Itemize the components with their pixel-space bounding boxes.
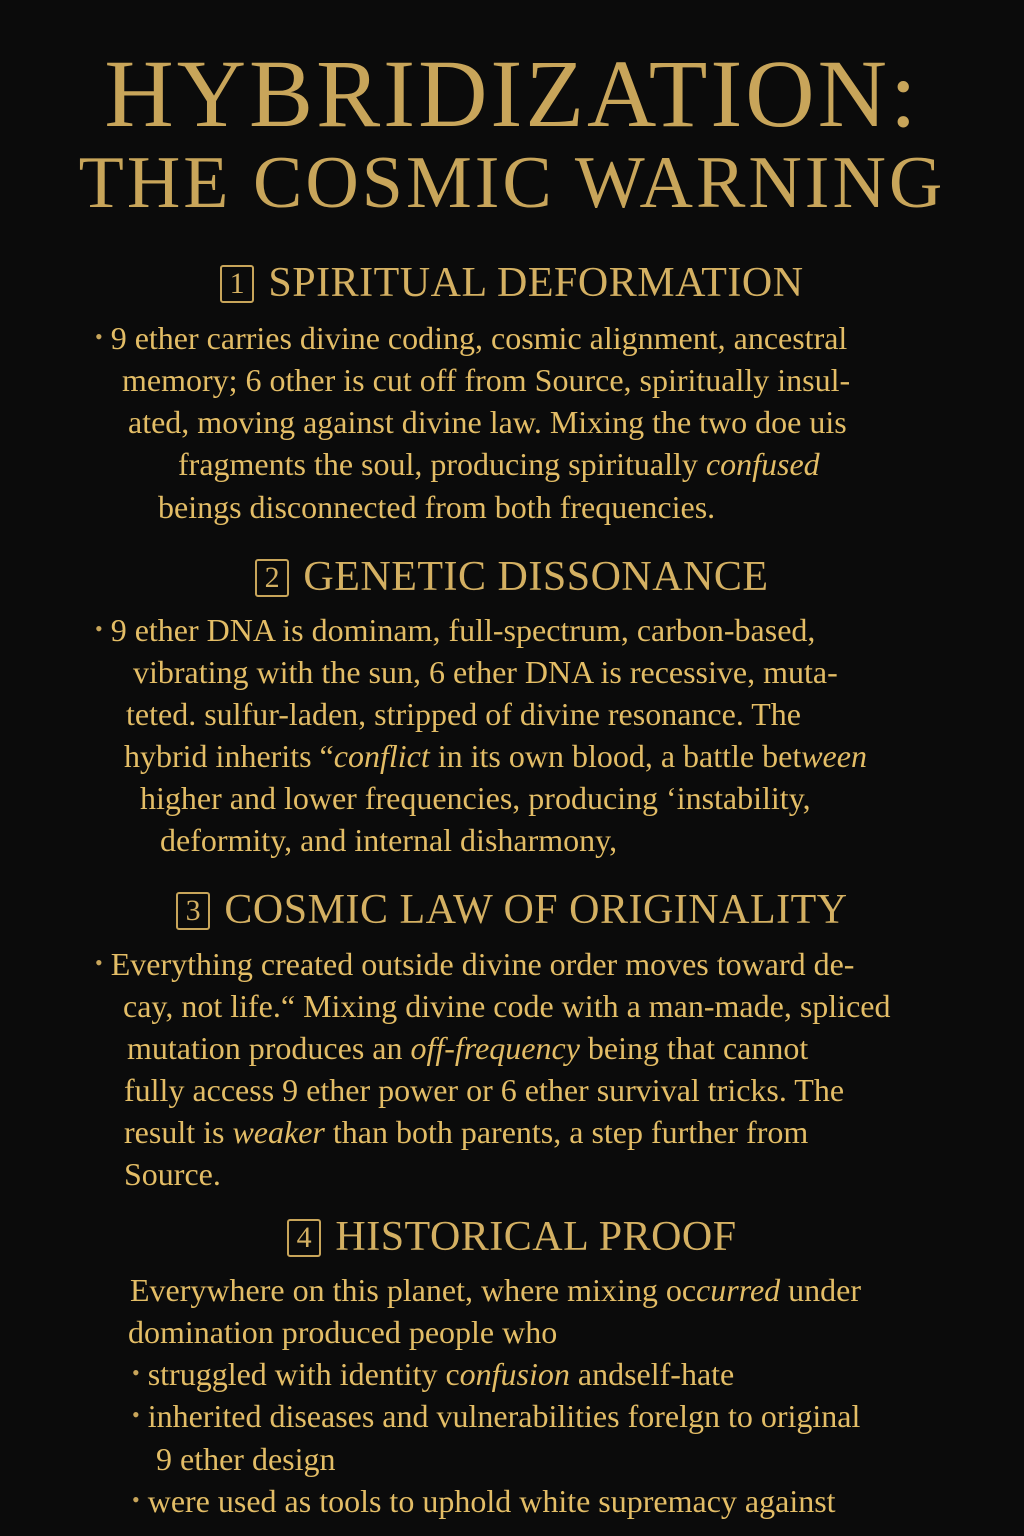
bullet-icon: • <box>132 1487 140 1512</box>
body-text: under <box>780 1272 862 1308</box>
text-line <box>128 1316 557 1348</box>
emphasis-text: confused <box>705 446 820 482</box>
section-heading-text: HISTORICAL PROOF <box>335 1214 737 1260</box>
body-text: inherited diseases and vulnerabilities forelgn to original <box>147 1398 861 1434</box>
emphasis-text: conflict <box>333 738 430 774</box>
body-text: ated, moving against divine law. Mixing the two doe uis <box>128 404 847 440</box>
text-line <box>95 948 854 980</box>
text-line <box>128 406 847 438</box>
text-line <box>130 1274 861 1306</box>
body-text: vibrating with the sun, 6 ether DNA is recessive, muta- <box>133 654 838 690</box>
text-line <box>95 322 847 354</box>
section-number-badge: 4 <box>287 1219 321 1257</box>
section-heading <box>0 556 1024 598</box>
body-text: result is <box>124 1114 233 1150</box>
section-number-badge: 3 <box>176 892 210 930</box>
body-text: in its own blood, a battle bet <box>429 738 802 774</box>
section-heading <box>0 262 1024 304</box>
bullet-icon: • <box>95 950 103 975</box>
emphasis-text: onfusion <box>459 1356 570 1392</box>
body-text: deformity, and internal disharmony, <box>160 822 618 858</box>
bullet-icon: • <box>132 1360 140 1385</box>
body-text: domination produced people who <box>128 1314 558 1350</box>
section-heading-text: SPIRITUAL DEFORMATION <box>268 260 804 306</box>
emphasis-text: off-frequency <box>410 1030 580 1066</box>
text-line <box>126 698 801 730</box>
body-text: higher and lower frequencies, producing ‘instability, <box>140 780 811 816</box>
body-text: Everything created outside divine order moves toward de- <box>110 946 855 982</box>
poster-title-line1: HYBRIDIZATION: <box>104 40 920 147</box>
body-text: mutation produces an <box>127 1030 411 1066</box>
section-number-badge: 2 <box>255 559 289 597</box>
section-heading-text: GENETIC DISSONANCE <box>303 554 769 600</box>
bullet-icon: • <box>95 324 103 349</box>
body-text: memory; 6 other is cut off from Source, spiritually insul- <box>122 362 851 398</box>
body-text: 9 ether design <box>156 1441 336 1477</box>
text-line <box>160 824 617 856</box>
body-text: andself-hate <box>569 1356 735 1392</box>
text-line <box>140 782 811 814</box>
body-text: struggled with identity c <box>147 1356 460 1392</box>
text-line <box>132 1400 860 1432</box>
text-line <box>127 1032 808 1064</box>
text-line <box>132 1358 734 1390</box>
emphasis-text: ween <box>801 738 867 774</box>
body-text: Everywhere on this planet, where mixing oc <box>130 1272 697 1308</box>
emphasis-text: weaker <box>232 1114 325 1150</box>
body-text: than both parents, a step further from <box>324 1114 809 1150</box>
bullet-icon: • <box>132 1402 140 1427</box>
text-line <box>95 614 815 646</box>
text-line <box>124 740 867 772</box>
body-text: being that cannot <box>579 1030 809 1066</box>
emphasis-text: curred <box>696 1272 781 1308</box>
text-line <box>122 364 850 396</box>
body-text: hybrid inherits “ <box>124 738 334 774</box>
text-line <box>124 1116 808 1148</box>
section-number-badge: 1 <box>220 265 254 303</box>
text-line <box>123 990 890 1022</box>
body-text: fragments the soul, producing spiritually <box>178 446 706 482</box>
bullet-icon: • <box>95 616 103 641</box>
body-text: 9 ether carries divine coding, cosmic alignment, ancestral <box>110 320 848 356</box>
section-heading <box>0 1216 1024 1258</box>
body-text: Source. <box>124 1156 221 1192</box>
poster-title-line2: THE COSMIC WARNING <box>78 142 946 224</box>
text-line <box>133 656 838 688</box>
body-text: fully access 9 ether power or 6 ether survival tricks. The <box>124 1072 845 1108</box>
body-text: cay, not life.“ Mixing divine code with a man-made, spliced <box>123 988 891 1024</box>
body-text: beings disconnected from both frequencies. <box>158 489 716 525</box>
text-line <box>156 1443 336 1475</box>
text-line <box>158 491 715 523</box>
text-line <box>124 1074 844 1106</box>
text-line <box>178 448 820 480</box>
text-line <box>132 1485 836 1517</box>
body-text: 9 ether DNA is dominam, full-spectrum, carbon-based, <box>110 612 816 648</box>
body-text: teted. sulfur-laden, stripped of divine resonance. The <box>126 696 801 732</box>
section-heading-text: COSMIC LAW OF ORIGINALITY <box>224 887 848 933</box>
section-heading <box>0 889 1024 931</box>
body-text: were used as tools to uphold white supremacy against <box>147 1483 836 1519</box>
text-line <box>124 1158 221 1190</box>
